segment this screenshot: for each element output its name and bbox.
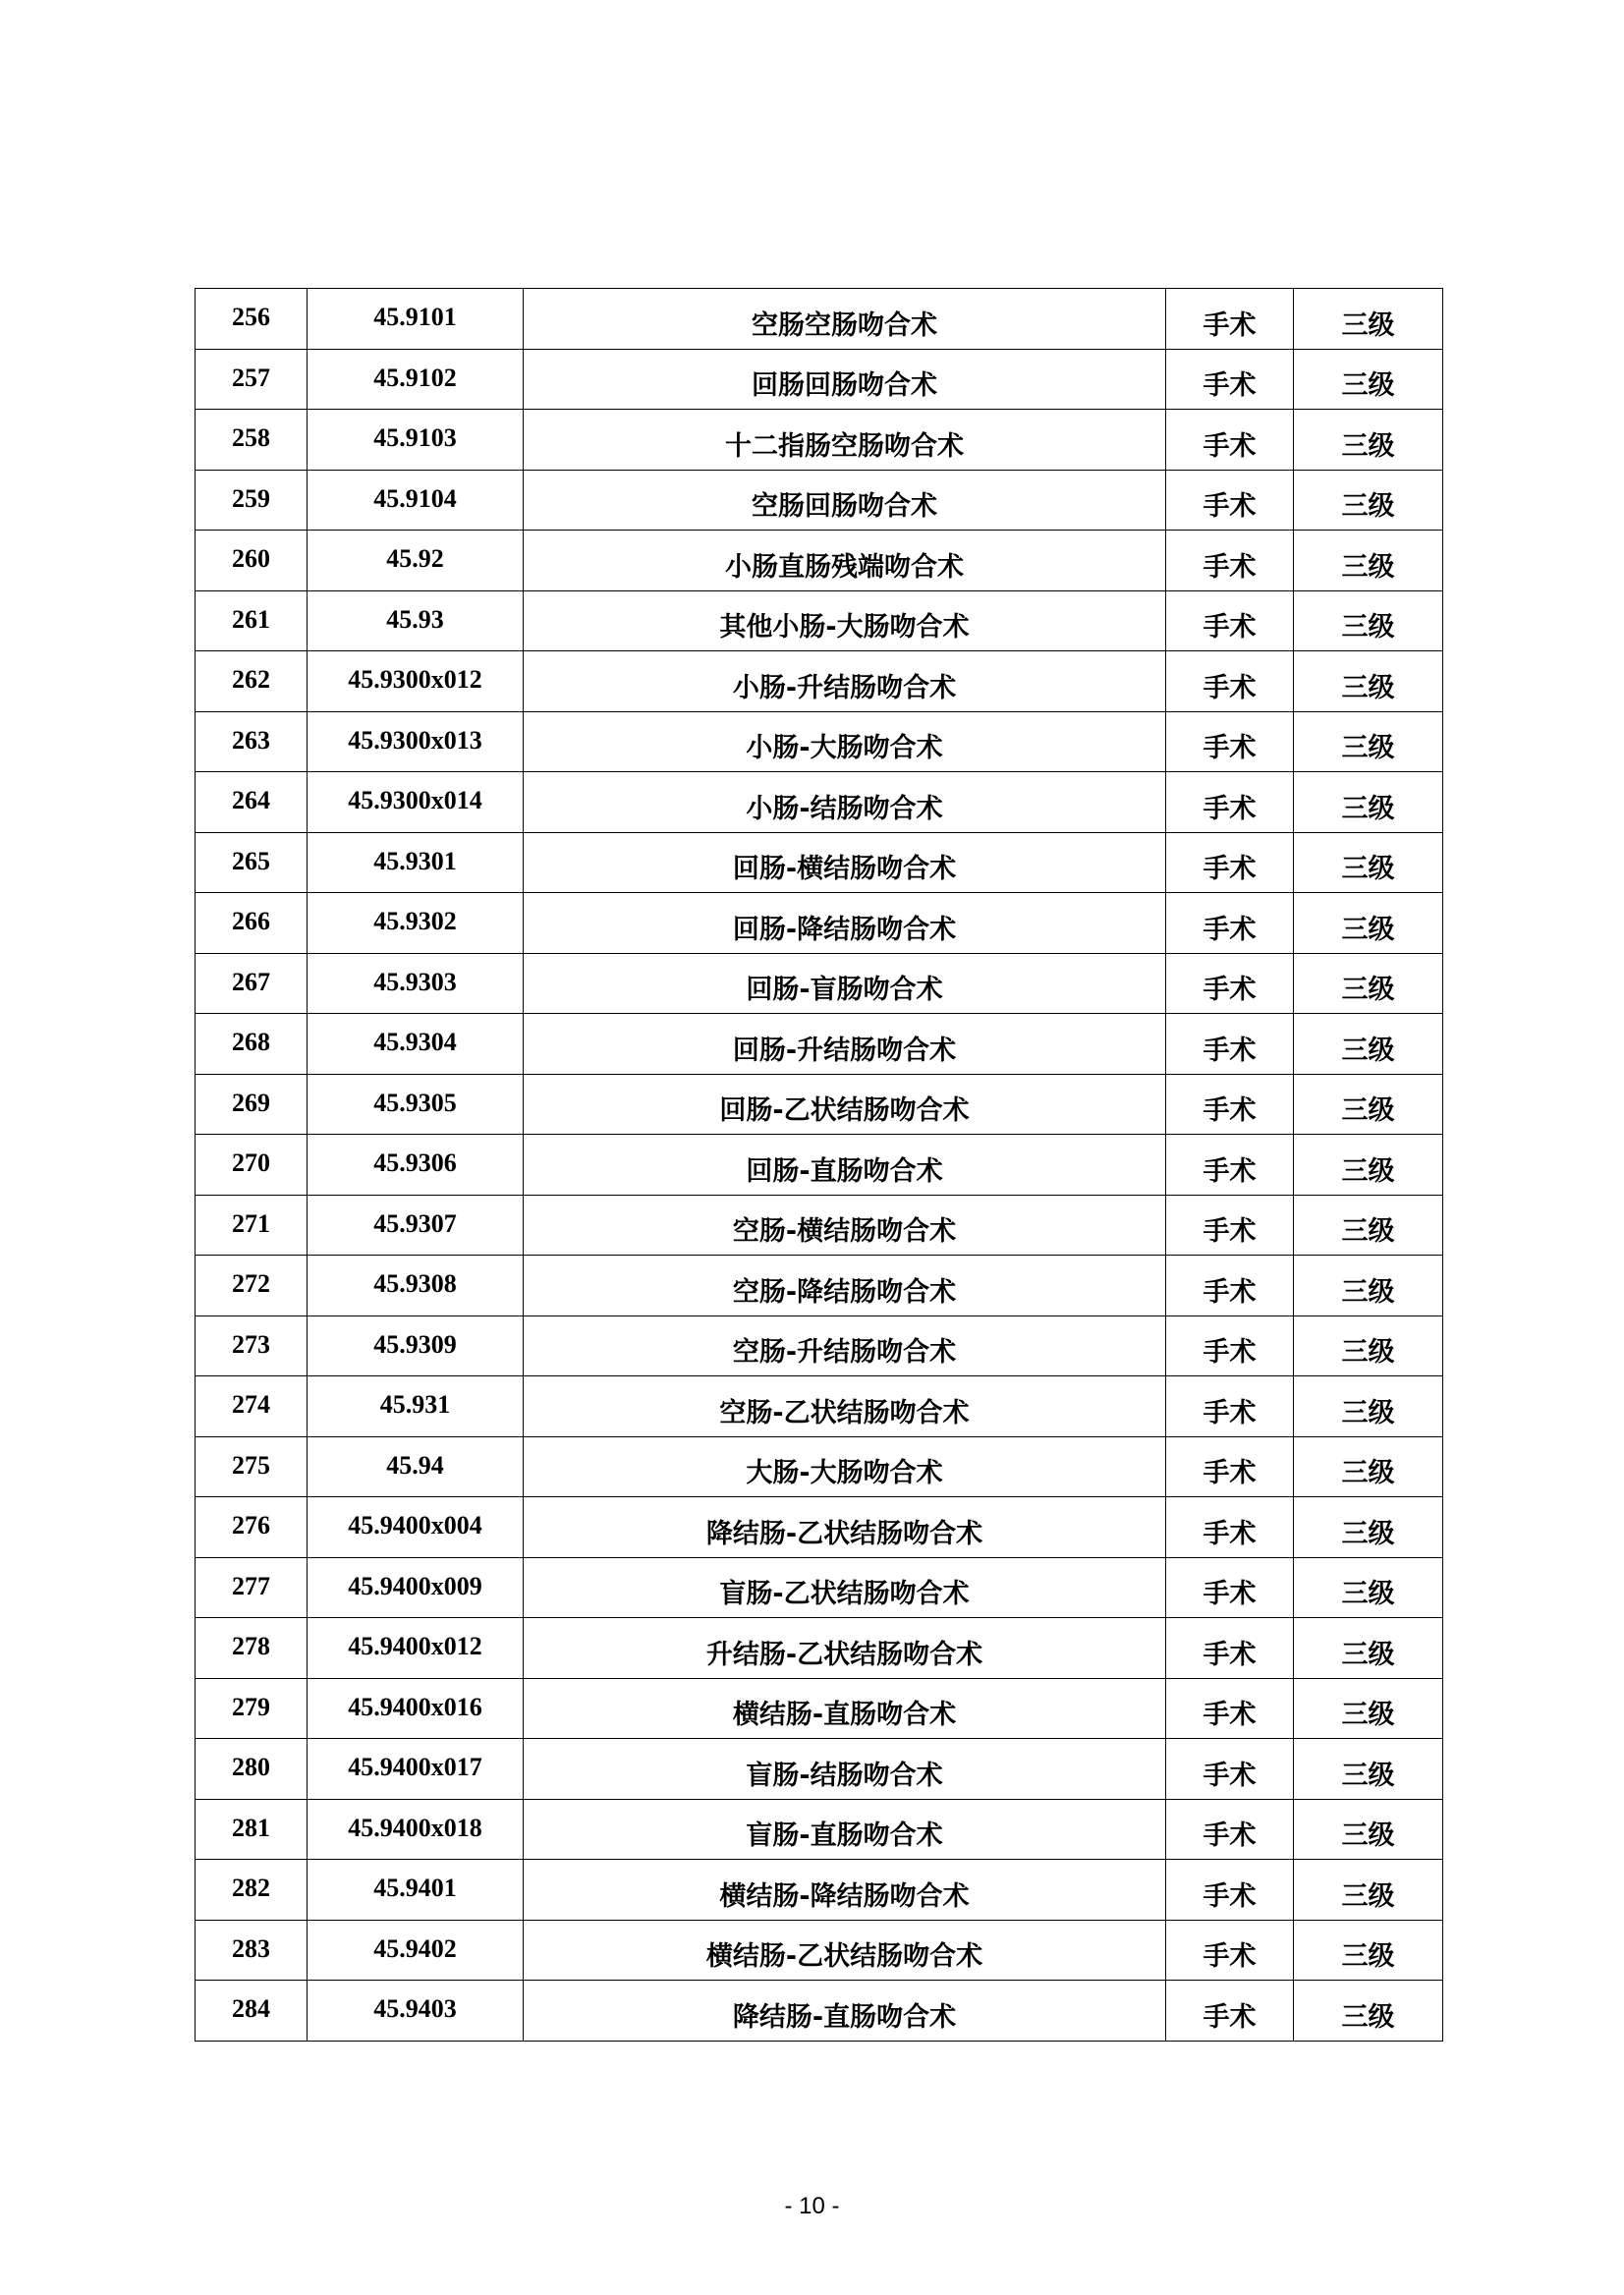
procedure-level-cell: 三级 [1294,893,1443,954]
procedure-type-cell: 手术 [1166,470,1294,531]
procedure-type-cell: 手术 [1166,1376,1294,1437]
procedure-name-cell: 盲肠-直肠吻合术 [524,1799,1166,1860]
row-number-cell: 270 [196,1135,308,1196]
procedure-type-cell: 手术 [1166,953,1294,1014]
row-number-cell: 279 [196,1678,308,1739]
procedure-name-cell: 空肠-横结肠吻合术 [524,1195,1166,1256]
table-row [196,1678,1443,1739]
table-row [196,1860,1443,1921]
procedure-level-cell: 三级 [1294,590,1443,651]
procedure-name-cell: 降结肠-乙状结肠吻合术 [524,1497,1166,1558]
procedure-level-cell: 三级 [1294,1436,1443,1497]
procedure-level-cell: 三级 [1294,531,1443,591]
row-number-cell: 271 [196,1195,308,1256]
row-number-cell: 272 [196,1256,308,1316]
table-row [196,1981,1443,2042]
procedure-name-cell: 大肠-大肠吻合术 [524,1436,1166,1497]
procedure-code-cell: 45.9103 [308,410,524,471]
row-number-cell: 280 [196,1739,308,1800]
procedure-type-cell: 手术 [1166,590,1294,651]
procedure-name-cell: 回肠-升结肠吻合术 [524,1014,1166,1075]
procedure-level-cell: 三级 [1294,1799,1443,1860]
procedure-level-cell: 三级 [1294,711,1443,772]
table-row [196,1256,1443,1316]
table-row [196,410,1443,471]
procedure-code-cell: 45.9307 [308,1195,524,1256]
procedure-code-cell: 45.9400x009 [308,1557,524,1618]
procedure-name-cell: 空肠空肠吻合术 [524,289,1166,350]
page-number: - 10 - [784,2193,840,2219]
procedure-table [195,288,1443,2042]
procedure-name-cell: 空肠-升结肠吻合术 [524,1315,1166,1376]
procedure-code-cell: 45.9401 [308,1860,524,1921]
procedure-code-cell: 45.9305 [308,1074,524,1135]
table-row [196,832,1443,893]
procedure-name-cell: 其他小肠-大肠吻合术 [524,590,1166,651]
row-number-cell: 283 [196,1920,308,1981]
procedure-type-cell: 手术 [1166,1256,1294,1316]
row-number-cell: 257 [196,349,308,410]
row-number-cell: 261 [196,590,308,651]
procedure-name-cell: 回肠-盲肠吻合术 [524,953,1166,1014]
procedure-code-cell: 45.9400x017 [308,1739,524,1800]
row-number-cell: 269 [196,1074,308,1135]
row-number-cell: 265 [196,832,308,893]
procedure-level-cell: 三级 [1294,772,1443,833]
procedure-name-cell: 回肠-降结肠吻合术 [524,893,1166,954]
procedure-code-cell: 45.9403 [308,1981,524,2042]
procedure-code-cell: 45.9300x012 [308,651,524,712]
procedure-level-cell: 三级 [1294,470,1443,531]
procedure-name-cell: 盲肠-结肠吻合术 [524,1739,1166,1800]
table-row [196,1436,1443,1497]
procedure-name-cell: 横结肠-直肠吻合术 [524,1678,1166,1739]
procedure-code-cell: 45.9402 [308,1920,524,1981]
table-row [196,711,1443,772]
row-number-cell: 281 [196,1799,308,1860]
table-row [196,1135,1443,1196]
procedure-type-cell: 手术 [1166,1014,1294,1075]
table-row [196,1557,1443,1618]
procedure-code-cell: 45.9400x004 [308,1497,524,1558]
procedure-level-cell: 三级 [1294,1014,1443,1075]
procedure-type-cell: 手术 [1166,1074,1294,1135]
procedure-level-cell: 三级 [1294,1557,1443,1618]
procedure-level-cell: 三级 [1294,1618,1443,1679]
procedure-type-cell: 手术 [1166,289,1294,350]
procedure-type-cell: 手术 [1166,531,1294,591]
procedure-type-cell: 手术 [1166,1678,1294,1739]
row-number-cell: 273 [196,1315,308,1376]
procedure-name-cell: 降结肠-直肠吻合术 [524,1981,1166,2042]
procedure-type-cell: 手术 [1166,832,1294,893]
table-row [196,1376,1443,1437]
table-row [196,1618,1443,1679]
procedure-level-cell: 三级 [1294,1739,1443,1800]
procedure-name-cell: 小肠-结肠吻合术 [524,772,1166,833]
procedure-code-cell: 45.9400x012 [308,1618,524,1679]
procedure-type-cell: 手术 [1166,1799,1294,1860]
procedure-level-cell: 三级 [1294,1920,1443,1981]
row-number-cell: 276 [196,1497,308,1558]
procedure-level-cell: 三级 [1294,651,1443,712]
table-row [196,1497,1443,1558]
table-row [196,1074,1443,1135]
row-number-cell: 259 [196,470,308,531]
row-number-cell: 263 [196,711,308,772]
procedure-level-cell: 三级 [1294,289,1443,350]
procedure-name-cell: 小肠-升结肠吻合术 [524,651,1166,712]
table-row [196,289,1443,350]
row-number-cell: 277 [196,1557,308,1618]
procedure-level-cell: 三级 [1294,349,1443,410]
procedure-name-cell: 小肠-大肠吻合术 [524,711,1166,772]
procedure-name-cell: 十二指肠空肠吻合术 [524,410,1166,471]
row-number-cell: 282 [196,1860,308,1921]
procedure-type-cell: 手术 [1166,1497,1294,1558]
procedure-code-cell: 45.92 [308,531,524,591]
procedure-level-cell: 三级 [1294,1315,1443,1376]
table-row [196,1920,1443,1981]
procedure-code-cell: 45.9300x013 [308,711,524,772]
procedure-type-cell: 手术 [1166,1860,1294,1921]
procedure-level-cell: 三级 [1294,410,1443,471]
procedure-code-cell: 45.9301 [308,832,524,893]
row-number-cell: 260 [196,531,308,591]
procedure-type-cell: 手术 [1166,1981,1294,2042]
procedure-name-cell: 升结肠-乙状结肠吻合术 [524,1618,1166,1679]
table-row [196,772,1443,833]
procedure-code-cell: 45.9104 [308,470,524,531]
procedure-level-cell: 三级 [1294,1135,1443,1196]
procedure-level-cell: 三级 [1294,1981,1443,2042]
procedure-name-cell: 小肠直肠残端吻合术 [524,531,1166,591]
table-row [196,651,1443,712]
table-row [196,1195,1443,1256]
procedure-name-cell: 空肠-乙状结肠吻合术 [524,1376,1166,1437]
procedure-name-cell: 回肠-横结肠吻合术 [524,832,1166,893]
row-number-cell: 275 [196,1436,308,1497]
procedure-name-cell: 回肠-乙状结肠吻合术 [524,1074,1166,1135]
procedure-code-cell: 45.9303 [308,953,524,1014]
procedure-level-cell: 三级 [1294,832,1443,893]
procedure-type-cell: 手术 [1166,1739,1294,1800]
procedure-type-cell: 手术 [1166,711,1294,772]
procedure-level-cell: 三级 [1294,1860,1443,1921]
procedure-code-cell: 45.9400x018 [308,1799,524,1860]
row-number-cell: 262 [196,651,308,712]
row-number-cell: 268 [196,1014,308,1075]
procedure-code-cell: 45.9302 [308,893,524,954]
procedure-level-cell: 三级 [1294,1376,1443,1437]
procedure-type-cell: 手术 [1166,1920,1294,1981]
procedure-code-cell: 45.9306 [308,1135,524,1196]
procedure-type-cell: 手术 [1166,1315,1294,1376]
procedure-level-cell: 三级 [1294,1195,1443,1256]
row-number-cell: 274 [196,1376,308,1437]
table-body [196,289,1443,2042]
procedure-level-cell: 三级 [1294,953,1443,1014]
procedure-level-cell: 三级 [1294,1074,1443,1135]
table-row [196,893,1443,954]
procedure-name-cell: 盲肠-乙状结肠吻合术 [524,1557,1166,1618]
row-number-cell: 278 [196,1618,308,1679]
procedure-type-cell: 手术 [1166,349,1294,410]
table-row [196,1014,1443,1075]
procedure-type-cell: 手术 [1166,1135,1294,1196]
row-number-cell: 258 [196,410,308,471]
procedure-code-cell: 45.9300x014 [308,772,524,833]
procedure-name-cell: 横结肠-降结肠吻合术 [524,1860,1166,1921]
procedure-name-cell: 空肠-降结肠吻合术 [524,1256,1166,1316]
procedure-name-cell: 横结肠-乙状结肠吻合术 [524,1920,1166,1981]
procedure-type-cell: 手术 [1166,1557,1294,1618]
row-number-cell: 266 [196,893,308,954]
procedure-code-cell: 45.9309 [308,1315,524,1376]
row-number-cell: 264 [196,772,308,833]
procedure-level-cell: 三级 [1294,1497,1443,1558]
procedure-code-cell: 45.9308 [308,1256,524,1316]
procedure-code-cell: 45.94 [308,1436,524,1497]
procedure-code-cell: 45.93 [308,590,524,651]
procedure-code-cell: 45.9101 [308,289,524,350]
table-row [196,953,1443,1014]
procedure-name-cell: 回肠回肠吻合术 [524,349,1166,410]
procedure-code-cell: 45.9400x016 [308,1678,524,1739]
procedure-code-cell: 45.931 [308,1376,524,1437]
table-row [196,531,1443,591]
procedure-type-cell: 手术 [1166,772,1294,833]
procedure-type-cell: 手术 [1166,651,1294,712]
table-row [196,1739,1443,1800]
procedure-code-cell: 45.9304 [308,1014,524,1075]
procedure-type-cell: 手术 [1166,1618,1294,1679]
table-row [196,1315,1443,1376]
table-row [196,1799,1443,1860]
procedure-type-cell: 手术 [1166,1195,1294,1256]
procedure-type-cell: 手术 [1166,893,1294,954]
procedure-level-cell: 三级 [1294,1256,1443,1316]
row-number-cell: 284 [196,1981,308,2042]
row-number-cell: 256 [196,289,308,350]
procedure-name-cell: 回肠-直肠吻合术 [524,1135,1166,1196]
table-row [196,349,1443,410]
table-row [196,470,1443,531]
table-row [196,590,1443,651]
procedure-type-cell: 手术 [1166,410,1294,471]
row-number-cell: 267 [196,953,308,1014]
procedure-name-cell: 空肠回肠吻合术 [524,470,1166,531]
procedure-code-cell: 45.9102 [308,349,524,410]
procedure-type-cell: 手术 [1166,1436,1294,1497]
procedure-level-cell: 三级 [1294,1678,1443,1739]
